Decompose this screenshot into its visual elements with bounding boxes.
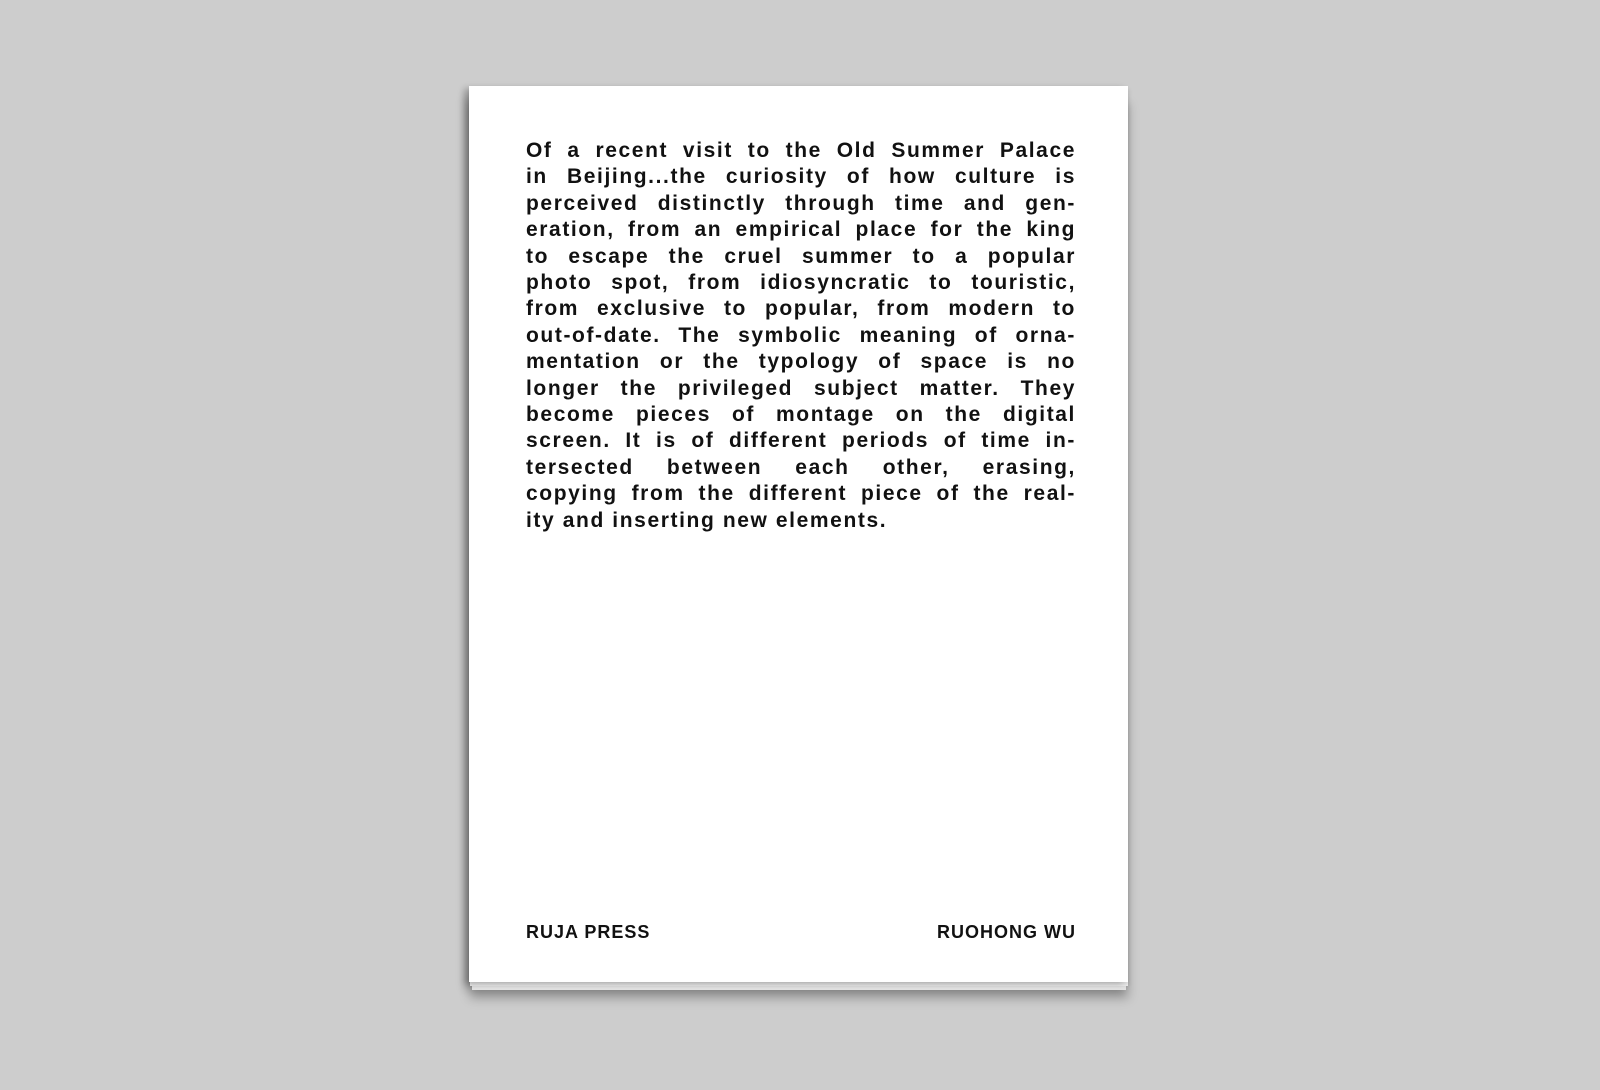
body-line: become pieces of montage on the digital bbox=[526, 403, 1076, 427]
body-line: screen. It is of different periods of time in- bbox=[526, 429, 1076, 453]
body-line: copying from the different piece of the real- bbox=[526, 482, 1076, 506]
publisher-name: RUJA PRESS bbox=[526, 922, 651, 942]
body-line: Of a recent visit to the Old Summer Palace bbox=[526, 139, 1076, 162]
body-line: mentation or the typology of space is no bbox=[526, 350, 1076, 374]
body-line: eration, from an empirical place for the king bbox=[526, 218, 1076, 242]
book-cover bbox=[469, 86, 1128, 982]
author-name: RUOHONG WU bbox=[937, 922, 1076, 942]
body-line: longer the privileged subject matter. They bbox=[526, 376, 1076, 400]
body-line: tersected between each other, erasing, bbox=[526, 455, 1076, 479]
body-line: photo spot, from idiosyncratic to touristic, bbox=[526, 271, 1076, 295]
body-line: from exclusive to popular, from modern to bbox=[526, 297, 1076, 321]
body-line: in Beijing...the curiosity of how culture is bbox=[526, 165, 1076, 189]
body-line: ity and inserting new elements. bbox=[526, 508, 888, 532]
cover-body-text bbox=[526, 138, 1076, 534]
body-line: perceived distinctly through time and gen- bbox=[526, 191, 1076, 215]
body-line: out-of-date. The symbolic meaning of orna- bbox=[526, 323, 1076, 347]
body-line: to escape the cruel summer to a popular bbox=[526, 244, 1076, 268]
